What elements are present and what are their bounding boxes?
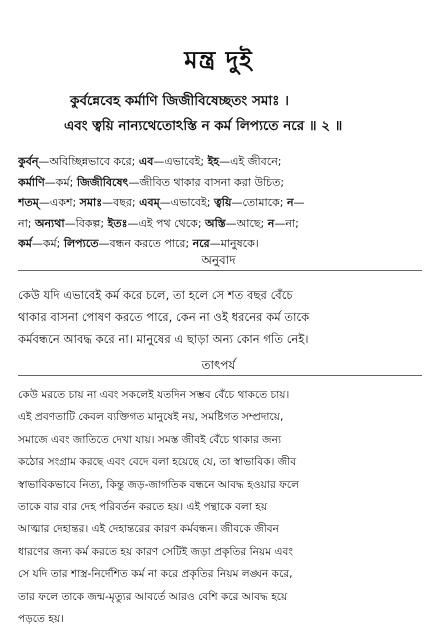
purport-line: স্বাভাবিকভাবে নিত্য, কিন্তু জড়-জাগতিক বন্ধনে আবদ্ধ হওয়ার ফলে — [18, 478, 300, 491]
page-title: মন্ত্র দুই — [184, 46, 253, 74]
purport-line: পড়তে হয়। — [18, 613, 64, 626]
purport-line: তাকে বার বার দেহ পরিবর্তন করতে হয়। এই পন্থাকে বলা হয় — [18, 501, 268, 514]
word-meaning: না; — [18, 216, 35, 230]
word-meaning: —না; — [274, 216, 299, 230]
sanskrit-word: জিজীবিষেৎ — [76, 175, 129, 189]
sanskrit-word: নরে — [192, 237, 210, 251]
sanskrit-word: সমাঃ — [79, 196, 103, 210]
sanskrit-word: অস্তি — [205, 216, 226, 230]
purport-line: সমাজে এবং জাতিতে দেখা যায়। সমস্ত জীবই বেঁচে থাকার জন্য — [18, 433, 282, 446]
word-meaning: —জীবিত থাকার বাসনা করা উচিত; — [128, 175, 285, 189]
translation-text — [18, 284, 422, 350]
word-meaning: —এভাবেই; — [159, 196, 214, 210]
sanskrit-word: লিপ্যতে — [63, 237, 99, 251]
word-meaning-line — [18, 152, 422, 173]
purport-line: সে যদি তার শাস্ত্র-নির্দেশিত কর্ম না করে প্রকৃতির নিয়ম লঙ্ঘন করে, — [18, 568, 293, 581]
word-meaning-line — [18, 214, 422, 235]
translation-line: কর্মবন্ধনে আবদ্ধ করে না। মানুষের এ ছাড়া অন্য কোন গতি নেই। — [18, 332, 309, 346]
word-meaning: —অবিচ্ছিন্নভাবে করে; — [38, 155, 139, 168]
word-meaning: —কর্ম; — [44, 175, 77, 189]
word-meaning: —বন্ধন করতে পারে; — [98, 237, 193, 251]
sanskrit-word: অন্যথা — [34, 216, 65, 230]
purport-line: আত্মার দেহান্তর। এই দেহান্তরের কারণ কর্মবন্ধন। জীবকে জীবন — [18, 523, 279, 536]
translation-divider — [18, 270, 422, 271]
word-meaning: —কর্ম; — [31, 237, 64, 251]
translation-line: থাকার বাসনা পোষণ করতে পারে, কেন না ওই ধরনের কর্ম তাকে — [18, 310, 310, 324]
purport-heading: তাৎপর্য — [201, 358, 236, 372]
word-meaning: —এই পথ থেকে; — [127, 216, 206, 230]
word-meaning-line — [18, 173, 422, 194]
sanskrit-word: ইহ — [207, 155, 220, 168]
translation-heading: অনুবাদ — [201, 253, 236, 267]
word-meaning: —একশ; — [38, 196, 80, 210]
word-meaning-line — [18, 193, 422, 214]
purport-line: ধারণের জন্য কর্ম করতে হয় কারণ সেটিই জড়া প্রকৃতির নিয়ম এবং — [18, 545, 293, 558]
purport-line: এই প্রবণতাটি কেবল ব্যক্তিগত মানুষেই নয়, সমষ্টিগত সম্প্রদায়ে, — [18, 411, 284, 424]
sanskrit-word: শতম্ — [18, 196, 39, 210]
word-meaning: —এভাবেই; — [153, 155, 208, 168]
purport-line: কেউ মরতে চায় না এবং সকলেই যতদিন সম্ভব বেঁচে থাকতে চায়। — [18, 389, 290, 401]
purport-line: কঠোর সংগ্রাম করছে এবং বেদে বলা হয়েছে যে, তা স্বাভাবিক। জীব — [18, 456, 297, 469]
sanskrit-word: ন — [286, 196, 294, 210]
purport-text — [18, 384, 422, 630]
sanskrit-word: কর্ম — [18, 237, 32, 251]
sanskrit-word: ত্বয়ি — [213, 196, 232, 210]
mantra-line-2: এবং ত্বয়ি নান্যথেতোঽস্তি ন কর্ম লিপ্যতে নরে ॥ ২ ॥ — [64, 118, 343, 134]
purport-divider — [18, 375, 422, 376]
word-meaning: —বছর; — [102, 196, 140, 210]
sanskrit-word: এবম্ — [139, 196, 160, 210]
word-meaning: —আছে; — [225, 216, 268, 230]
word-for-word-meanings — [18, 152, 422, 255]
sanskrit-word: ইতঃ — [107, 216, 128, 230]
purport-line: তার ফলে তাকে জন্ম-মৃত্যুর আবর্তে আরও বেশি করে আবদ্ধ হয়ে — [18, 590, 288, 603]
sanskrit-word: কর্মাণি — [18, 175, 45, 189]
sanskrit-word: এব — [138, 155, 154, 168]
word-meaning: —বিকল্প; — [64, 216, 108, 230]
word-meaning: —মানুষকে। — [209, 237, 259, 251]
translation-line: কেউ যদি এভাবেই কর্ম করে চলে, তা হলে সে শত বছর বেঁচে — [18, 288, 293, 302]
word-meaning: — — [293, 196, 305, 210]
sanskrit-word: ন — [267, 216, 275, 230]
word-meaning: —এই জীবনে; — [219, 155, 282, 168]
mantra-line-1: কুর্বন্নেবেহ কর্মাণি জিজীবিষেচ্ছতং সমাঃ । — [70, 93, 289, 109]
sanskrit-word: কুর্বন্ — [18, 155, 39, 168]
word-meaning: —তোমাকে; — [231, 196, 287, 210]
